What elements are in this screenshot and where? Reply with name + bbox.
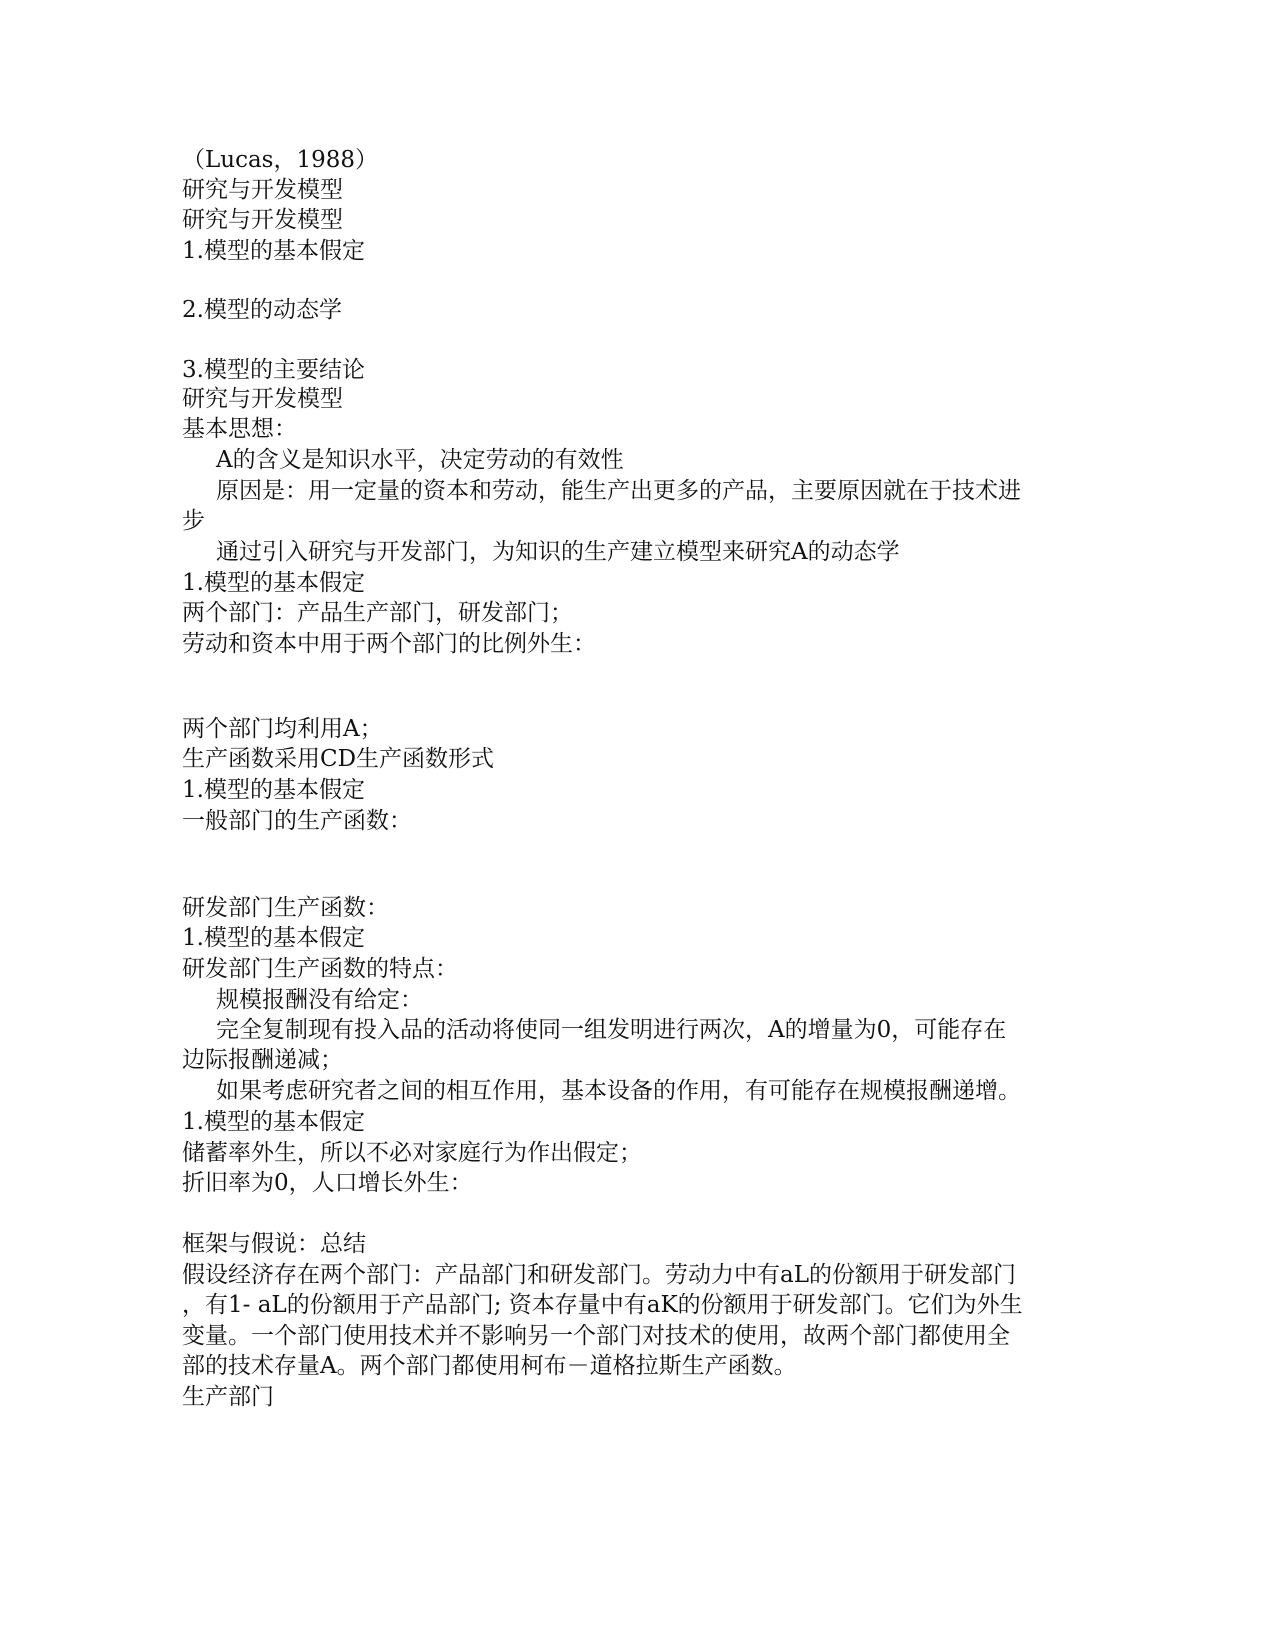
paragraph-line: 折旧率为0，人口增长外生：: [182, 1170, 473, 1196]
section-heading: 框架与假说：总结: [182, 1231, 366, 1257]
paragraph-line: 部的技术存量A。两个部门都使用柯布－道格拉斯生产函数。: [182, 1353, 797, 1379]
section-heading: 1.模型的基本假定: [182, 1109, 365, 1135]
outline-item-dynamics: 2.模型的动态学: [182, 297, 342, 323]
outline-item-assumptions: 1.模型的基本假定: [182, 238, 365, 264]
paragraph-line: 原因是：用一定量的资本和劳动，能生产出更多的产品，主要原因就在于技术进: [216, 478, 1021, 504]
paragraph-line: 变量。一个部门使用技术并不影响另一个部门对技术的使用，故两个部门都使用全: [182, 1323, 1010, 1349]
paragraph-line: 两个部门均利用A；: [182, 716, 383, 742]
paragraph-line: 如果考虑研究者之间的相互作用，基本设备的作用，有可能存在规模报酬递增。: [216, 1078, 1021, 1104]
paragraph-line: 规模报酬没有给定：: [216, 987, 423, 1013]
section-heading: 1.模型的基本假定: [182, 777, 365, 803]
section-heading: 生产部门: [182, 1384, 274, 1410]
paragraph-line: 一般部门的生产函数：: [182, 808, 412, 834]
paragraph-line: 研发部门生产函数的特点：: [182, 956, 458, 982]
paragraph-line: 通过引入研究与开发部门，为知识的生产建立模型来研究A的动态学: [216, 539, 900, 565]
paragraph-line: 劳动和资本中用于两个部门的比例外生：: [182, 631, 596, 657]
section-heading: 1.模型的基本假定: [182, 570, 365, 596]
heading-basic-idea: 基本思想：: [182, 416, 297, 442]
paragraph-line: A的含义是知识水平，决定劳动的有效性: [216, 447, 624, 473]
paragraph-line: 生产函数采用CD生产函数形式: [182, 746, 495, 772]
outline-item-conclusions: 3.模型的主要结论: [182, 357, 365, 383]
paragraph-line: 完全复制现有投入品的活动将使同一组发明进行两次，A的增量为0，可能存在: [216, 1017, 1007, 1043]
paragraph-line: 储蓄率外生，所以不必对家庭行为作出假定；: [182, 1140, 642, 1166]
paragraph-line: 步: [182, 508, 205, 534]
heading-rd-model: 研究与开发模型: [182, 386, 343, 412]
paragraph-line: 研发部门生产函数：: [182, 895, 389, 921]
paragraph-line: 假设经济存在两个部门：产品部门和研发部门。劳动力中有aL的份额用于研发部门: [182, 1262, 1016, 1288]
citation: （Lucas，1988）: [182, 147, 379, 173]
heading-rd-model: 研究与开发模型: [182, 207, 343, 233]
paragraph-line: 两个部门：产品生产部门，研发部门；: [182, 600, 573, 626]
heading-rd-model: 研究与开发模型: [182, 177, 343, 203]
paragraph-line: ，有1- aL的份额用于产品部门; 资本存量中有aK的份额用于研发部门。它们为外生: [182, 1292, 1023, 1318]
paragraph-line: 边际报酬递减；: [182, 1047, 343, 1073]
section-heading: 1.模型的基本假定: [182, 925, 365, 951]
